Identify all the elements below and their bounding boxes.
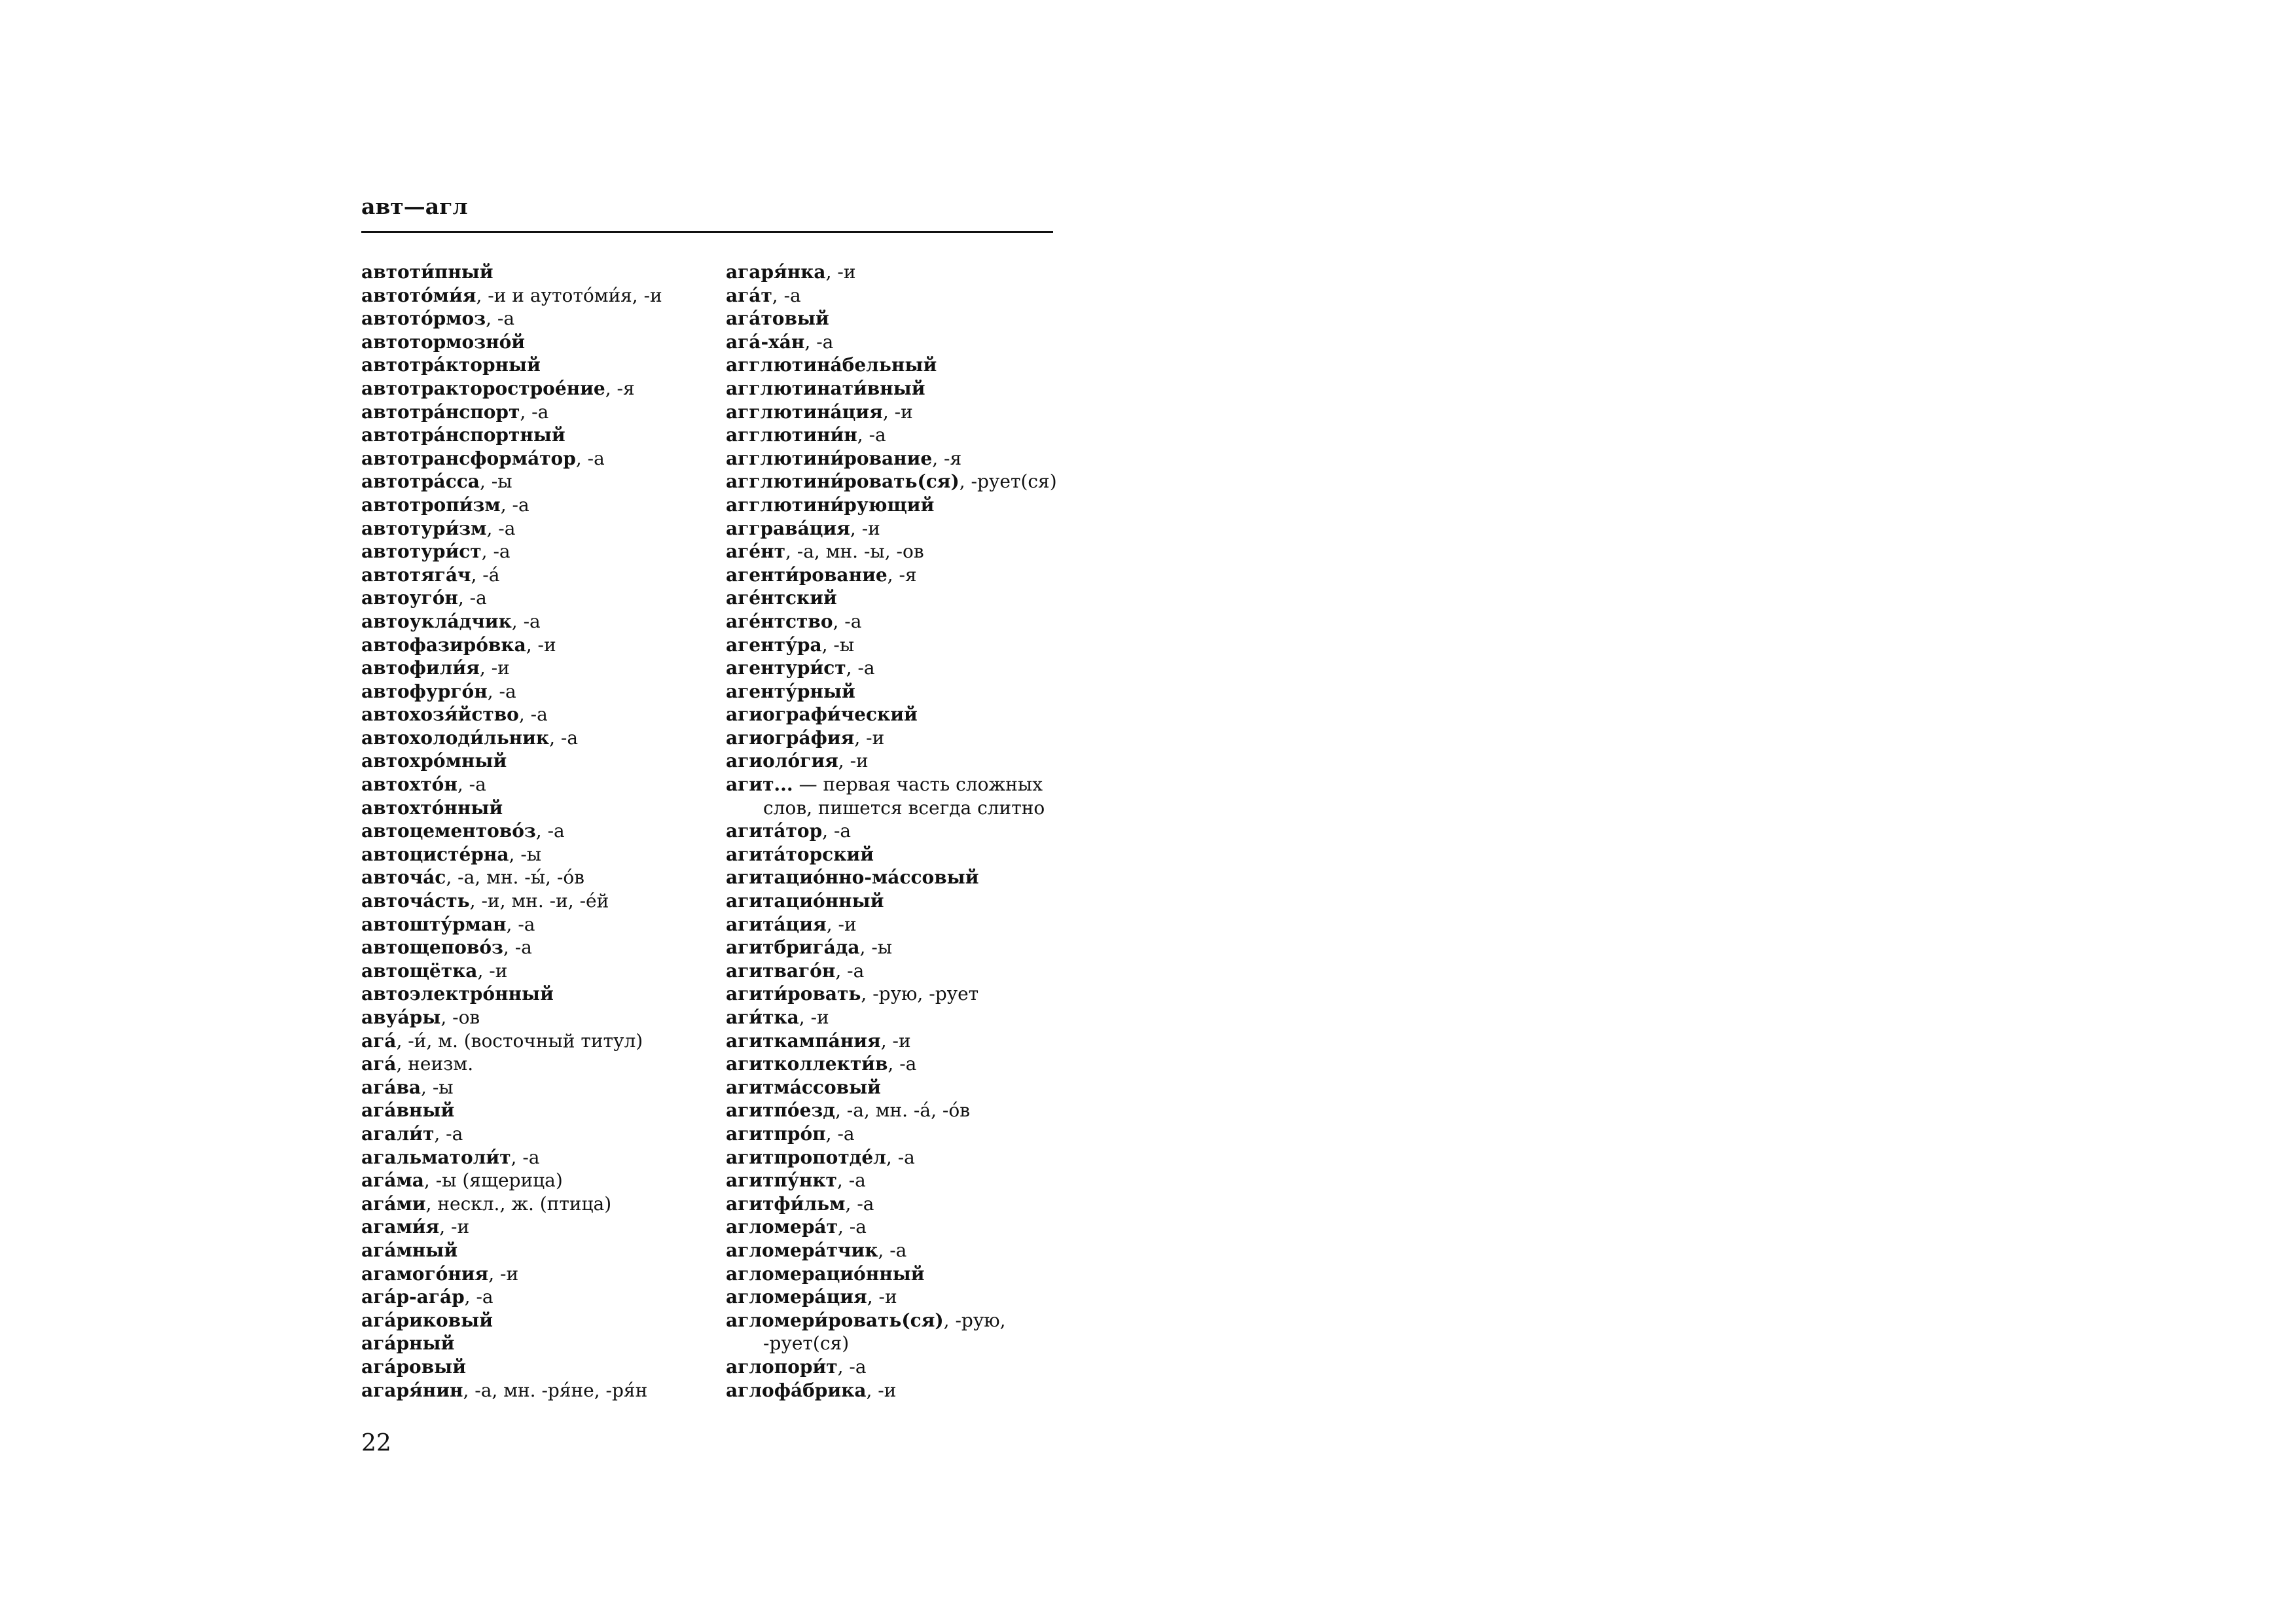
entry-headword: автотра́кторный [361, 354, 541, 376]
entry-headword: автотракторострое́ние [361, 377, 605, 399]
entry-grammar: , -а [520, 401, 549, 423]
dictionary-entry [361, 866, 702, 889]
dictionary-entry [361, 1285, 702, 1309]
dictionary-entry [361, 401, 702, 424]
entry-grammar: , -а [825, 1122, 855, 1145]
entry-headword: аглопори́т [726, 1355, 838, 1378]
dictionary-entry [361, 1309, 702, 1332]
entry-headword: ага́ [361, 1053, 397, 1075]
entry-headword: автотропи́зм [361, 493, 501, 516]
entry-grammar: , -рую, [943, 1309, 1006, 1331]
dictionary-entry [726, 633, 1066, 657]
dictionary-entry [361, 423, 702, 447]
entry-headword: автофили́я [361, 657, 480, 679]
entry-grammar: , -а [888, 1053, 917, 1075]
entry-grammar: , -и́, м. (восточный титул) [396, 1029, 643, 1052]
entry-headword: ага́ва [361, 1076, 422, 1098]
entry-headword: агглютина́ция [726, 401, 883, 423]
entry-headword: агами́я [361, 1216, 440, 1238]
entry-headword: ага́-ха́н [726, 330, 805, 353]
entry-headword: ага́ми [361, 1192, 426, 1215]
entry-grammar: , -и [854, 726, 885, 749]
entry-headword: агитпро́п [726, 1122, 826, 1145]
entry-headword: агита́ция [726, 913, 827, 935]
entry-headword: агенту́рный [726, 680, 855, 702]
dictionary-entry [726, 1122, 1066, 1146]
dictionary-entry [726, 493, 1066, 517]
entry-headword: ага́вный [361, 1099, 455, 1122]
dictionary-entry [726, 260, 1066, 284]
entry-grammar: , -а [837, 1216, 867, 1238]
dictionary-entry [726, 773, 1066, 796]
header-rule [361, 231, 1053, 233]
entry-grammar: , -а [434, 1122, 463, 1145]
dictionary-entry [726, 819, 1066, 843]
dictionary-entry [726, 1355, 1066, 1379]
entry-headword: автотяга́ч [361, 563, 471, 586]
dictionary-entry [726, 1076, 1066, 1099]
entry-headword: автохро́мный [361, 750, 507, 772]
dictionary-entry [361, 1215, 702, 1239]
dictionary-entry [361, 889, 702, 913]
entry-grammar: , -и [880, 1029, 911, 1052]
entry-headword: ага́ма [361, 1169, 424, 1192]
dictionary-entry [361, 447, 702, 471]
entry-headword: агенти́рование [726, 563, 888, 586]
entry-headword: автошту́рман [361, 913, 507, 935]
dictionary-entry [726, 1146, 1066, 1169]
dictionary-entry [361, 1029, 702, 1053]
entry-headword: автотури́зм [361, 517, 487, 539]
entry-headword: автощётка [361, 959, 478, 982]
entry-grammar: , -а, мн. -ы́, -о́в [446, 866, 584, 889]
entry-headword: агитпропотде́л [726, 1146, 886, 1168]
dictionary-entry [361, 773, 702, 796]
entry-grammar: , нескл., ж. (птица) [425, 1192, 612, 1215]
entry-grammar: , -и и аутото́ми́я, -и [476, 284, 662, 306]
entry-headword: агглютини́н [726, 424, 857, 446]
entry-headword: агглютини́ровать(ся) [726, 471, 960, 493]
entry-grammar: , -и [882, 401, 913, 423]
entry-grammar: , -а [833, 610, 862, 632]
dictionary-entry [726, 726, 1066, 750]
dictionary-entry [726, 517, 1066, 541]
entry-grammar: , -ы [859, 936, 893, 959]
entry-grammar: , -и, мн. -и, -е́й [469, 890, 609, 912]
entry-grammar: , -и [825, 261, 856, 283]
entry-headword: автотури́ст [361, 541, 482, 563]
entry-headword: агит... [726, 774, 793, 796]
dictionary-entry [726, 423, 1066, 447]
entry-grammar: — первая часть сложных [793, 774, 1043, 796]
entry-headword: агитацио́нно-ма́ссовый [726, 866, 979, 889]
entry-headword: агломера́ция [726, 1286, 867, 1308]
entry-grammar: , -а [511, 1146, 540, 1168]
dictionary-entry [726, 1215, 1066, 1239]
entry-headword: агграва́ция [726, 517, 850, 539]
entry-grammar: , -а [549, 726, 579, 749]
entry-grammar: , -я [932, 447, 962, 469]
dictionary-entry [726, 284, 1066, 308]
dictionary-entry [361, 493, 702, 517]
dictionary-entry [361, 959, 702, 983]
entry-grammar: , -и [477, 959, 508, 982]
entry-grammar: , -ы [509, 843, 542, 865]
entry-headword: авточа́сть [361, 890, 470, 912]
dictionary-entry [361, 1379, 702, 1402]
entry-grammar: , -а [822, 820, 852, 842]
entry-grammar: , -и [826, 913, 857, 935]
right-column [726, 260, 1066, 1402]
entry-headword: агломера́т [726, 1216, 838, 1238]
entry-headword: агиткампа́ния [726, 1029, 881, 1052]
entry-headword: автофурго́н [361, 680, 488, 702]
entry-grammar: , -рую, -рует [861, 983, 979, 1005]
dictionary-entry [726, 1285, 1066, 1309]
entry-headword: автоуго́н [361, 587, 458, 609]
entry-headword: агитпу́нкт [726, 1169, 837, 1192]
entry-headword: автотрансформа́тор [361, 447, 576, 469]
entry-grammar: , неизм. [396, 1053, 474, 1075]
entry-grammar: , -а [518, 704, 548, 726]
dictionary-entry [361, 610, 702, 633]
entry-grammar: , -ы [421, 1076, 454, 1098]
entry-grammar: , -и [866, 1379, 897, 1401]
entry-headword: аге́нтство [726, 610, 833, 632]
entry-headword: автото́рмоз [361, 308, 486, 330]
entry-headword: ага́ровый [361, 1355, 466, 1378]
entry-grammar: , -а [511, 610, 541, 632]
dictionary-entry [361, 843, 702, 866]
dictionary-entry [726, 1052, 1066, 1076]
entry-headword: агитваго́н [726, 959, 836, 982]
entry-headword: автоти́пный [361, 261, 493, 283]
dictionary-entry [361, 517, 702, 541]
dictionary-entry [361, 1146, 702, 1169]
dictionary-entry [361, 1262, 702, 1286]
entry-headword: агиогра́фия [726, 726, 855, 749]
dictionary-entry [726, 1099, 1066, 1122]
dictionary-entry [726, 1309, 1066, 1332]
entry-grammar: , -и [867, 1286, 897, 1308]
dictionary-entry [726, 680, 1066, 704]
dictionary-entry [361, 1076, 702, 1099]
entry-grammar: , -а [487, 680, 516, 702]
entry-grammar: , -и [798, 1007, 829, 1028]
dictionary-entry [361, 1099, 702, 1122]
dictionary-entry [361, 1239, 702, 1262]
dictionary-entry [726, 586, 1066, 610]
entry-headword: аге́нт [726, 541, 785, 563]
entry-headword: агитма́ссовый [726, 1076, 881, 1098]
entry-headword: автохто́нный [361, 796, 503, 819]
dictionary-entry [361, 1122, 702, 1146]
dictionary-entry [726, 610, 1066, 633]
entry-grammar: , -ы [479, 471, 512, 493]
dictionary-entry [726, 1239, 1066, 1262]
entry-headword: автоэлектро́нный [361, 983, 554, 1005]
entry-headword: агита́торский [726, 843, 874, 865]
dictionary-entry [361, 819, 702, 843]
dictionary-entry [361, 749, 702, 773]
entry-grammar: , -а [457, 774, 486, 796]
dictionary-entry [726, 1379, 1066, 1402]
entry-grammar: , -и [526, 633, 556, 656]
dictionary-entry [726, 796, 1066, 820]
entry-headword: агитколлекти́в [726, 1053, 888, 1075]
entry-grammar: , -и [838, 750, 869, 772]
entry-headword: автоукла́дчик [361, 610, 512, 632]
dictionary-entry [361, 982, 702, 1006]
dictionary-entry [726, 1332, 1066, 1355]
dictionary-entry [361, 1355, 702, 1379]
dictionary-entry [361, 1006, 702, 1029]
entry-headword: ага́мный [361, 1239, 458, 1261]
dictionary-entry [726, 959, 1066, 983]
entry-grammar: , -а́ [471, 563, 500, 586]
dictionary-entry [361, 656, 702, 680]
entry-headword: агамого́ния [361, 1262, 489, 1285]
dictionary-entry [726, 982, 1066, 1006]
dictionary-entry [726, 563, 1066, 587]
entry-grammar: , -а [837, 1355, 867, 1378]
dictionary-entry [726, 656, 1066, 680]
entry-headword: агитбрига́да [726, 936, 860, 959]
entry-grammar: , -а [500, 493, 529, 516]
entry-headword: агитацио́нный [726, 890, 884, 912]
dictionary-entry [726, 1029, 1066, 1053]
dictionary-entry [361, 913, 702, 936]
entry-grammar: , -а [506, 913, 535, 935]
dictionary-entry [726, 447, 1066, 471]
entry-headword: агиографи́ческий [726, 704, 918, 726]
dictionary-entry [726, 913, 1066, 936]
dictionary-entry [726, 1169, 1066, 1192]
entry-grammar: , -а [535, 820, 565, 842]
entry-headword: агитфи́льм [726, 1192, 846, 1215]
entry-headword: автохто́н [361, 774, 457, 796]
entry-grammar: , -а [772, 284, 801, 306]
entry-grammar: , -а, мн. -ря́не, -ря́н [463, 1379, 648, 1401]
entry-headword: агломери́ровать(ся) [726, 1309, 944, 1331]
dictionary-entry [361, 1332, 702, 1355]
entry-headword: агенту́ра [726, 633, 822, 656]
dictionary-entry [726, 1262, 1066, 1286]
entry-grammar: , -ы (ящерица) [423, 1169, 563, 1192]
entry-grammar: , -а [804, 330, 834, 353]
entry-headword: автоцементово́з [361, 820, 536, 842]
entry-grammar: , -а [846, 657, 875, 679]
entry-grammar: , -ов [440, 1007, 480, 1028]
entry-headword: агглютини́рование [726, 447, 933, 469]
entry-grammar: , -а [503, 936, 532, 959]
entry-grammar: , -а, мн. -ы, -ов [785, 541, 924, 563]
dictionary-entry [361, 1169, 702, 1192]
entry-headword: автото́ми́я [361, 284, 476, 306]
entry-headword: агломерацио́нный [726, 1262, 925, 1285]
entry-grammar: , -а, мн. -а́, -о́в [834, 1099, 970, 1122]
entry-headword: ага́рный [361, 1332, 455, 1355]
dictionary-entry [726, 401, 1066, 424]
entry-headword: автохозя́йство [361, 704, 519, 726]
entry-headword: ага́т [726, 284, 772, 306]
entry-headword: аге́нтский [726, 587, 837, 609]
entry-headword: аглофа́брика [726, 1379, 867, 1401]
entry-headword: ага́р-ага́р [361, 1286, 465, 1308]
entry-grammar: слов, пишется всегда слитно [763, 796, 1045, 819]
entry-headword: агаря́нка [726, 261, 826, 283]
dictionary-entry [726, 330, 1066, 354]
entry-grammar: , -а [486, 308, 515, 330]
running-head: авт—агл [361, 194, 468, 219]
entry-grammar: , -и [479, 657, 510, 679]
entry-headword: агитпо́езд [726, 1099, 835, 1122]
dictionary-entry [361, 680, 702, 704]
dictionary-entry [726, 470, 1066, 493]
entry-headword: агити́ровать [726, 983, 861, 1005]
entry-headword: агаря́нин [361, 1379, 463, 1401]
dictionary-entry [726, 866, 1066, 889]
dictionary-entry [361, 936, 702, 959]
dictionary-entry [361, 563, 702, 587]
entry-headword: агальматоли́т [361, 1146, 511, 1168]
entry-grammar: , -и [850, 517, 880, 539]
entry-headword: автофазиро́вка [361, 633, 526, 656]
dictionary-entry [726, 307, 1066, 330]
entry-headword: агиоло́гия [726, 750, 838, 772]
dictionary-entry [361, 470, 702, 493]
dictionary-entry [361, 633, 702, 657]
entry-grammar: , -ы [821, 633, 855, 656]
entry-headword: аги́тка [726, 1007, 799, 1028]
entry-grammar: , -а [836, 1169, 866, 1192]
entry-grammar: , -а [575, 447, 605, 469]
dictionary-entry [361, 703, 702, 726]
dictionary-entry [361, 307, 702, 330]
dictionary-entry [361, 330, 702, 354]
entry-headword: ага́товый [726, 308, 829, 330]
entry-headword: авуа́ры [361, 1007, 441, 1028]
dictionary-entry [361, 540, 702, 563]
dictionary-entry [726, 1192, 1066, 1216]
entry-grammar: , -а [464, 1286, 493, 1308]
entry-headword: ага́риковый [361, 1309, 493, 1331]
dictionary-entry [726, 1006, 1066, 1029]
entry-headword: автоцисте́рна [361, 843, 509, 865]
entry-headword: автощепово́з [361, 936, 503, 959]
entry-grammar: , -я [887, 563, 917, 586]
entry-headword: агали́т [361, 1122, 435, 1145]
entry-headword: автотра́нспортный [361, 424, 565, 446]
dictionary-entry [726, 889, 1066, 913]
entry-headword: агглютинати́вный [726, 377, 925, 399]
dictionary-entry [726, 936, 1066, 959]
entry-headword: агентури́ст [726, 657, 846, 679]
entry-headword: агломера́тчик [726, 1239, 878, 1261]
entry-grammar: , -я [605, 377, 635, 399]
entry-headword: ага́ [361, 1029, 397, 1052]
dictionary-entry [361, 353, 702, 377]
entry-headword: агглютини́рующий [726, 493, 935, 516]
left-column [361, 260, 702, 1402]
entry-grammar: , -а [878, 1239, 907, 1261]
entry-grammar: , -а [886, 1146, 915, 1168]
entry-grammar: , -а [486, 517, 516, 539]
dictionary-entry [726, 703, 1066, 726]
entry-headword: автохолоди́льник [361, 726, 550, 749]
entry-grammar: , -рует(ся) [959, 471, 1057, 493]
entry-grammar: , -а [457, 587, 487, 609]
entry-headword: авточа́с [361, 866, 446, 889]
dictionary-entry [361, 1052, 702, 1076]
dictionary-entry [361, 260, 702, 284]
dictionary-entry [726, 540, 1066, 563]
dictionary-entry [726, 353, 1066, 377]
dictionary-entry [361, 377, 702, 401]
dictionary-entry [361, 284, 702, 308]
entry-headword: агита́тор [726, 820, 823, 842]
entry-headword: автотра́нспорт [361, 401, 520, 423]
dictionary-entry [361, 796, 702, 820]
entry-headword: агглютина́бельный [726, 354, 937, 376]
entry-grammar: , -а [845, 1192, 874, 1215]
dictionary-entry [361, 726, 702, 750]
dictionary-entry [726, 749, 1066, 773]
dictionary-entry [726, 843, 1066, 866]
dictionary-entry [361, 586, 702, 610]
entry-headword: автотра́сса [361, 471, 480, 493]
dictionary-entry [361, 1192, 702, 1216]
entry-grammar: , -а [481, 541, 511, 563]
dictionary-entry [726, 377, 1066, 401]
entry-grammar: , -и [439, 1216, 470, 1238]
entry-grammar: -рует(ся) [763, 1332, 850, 1355]
entry-grammar: , -и [488, 1262, 519, 1285]
page-number: 22 [361, 1430, 391, 1457]
entry-headword: автотормозно́й [361, 330, 526, 353]
entry-grammar: , -а [835, 959, 865, 982]
entry-grammar: , -а [857, 424, 886, 446]
